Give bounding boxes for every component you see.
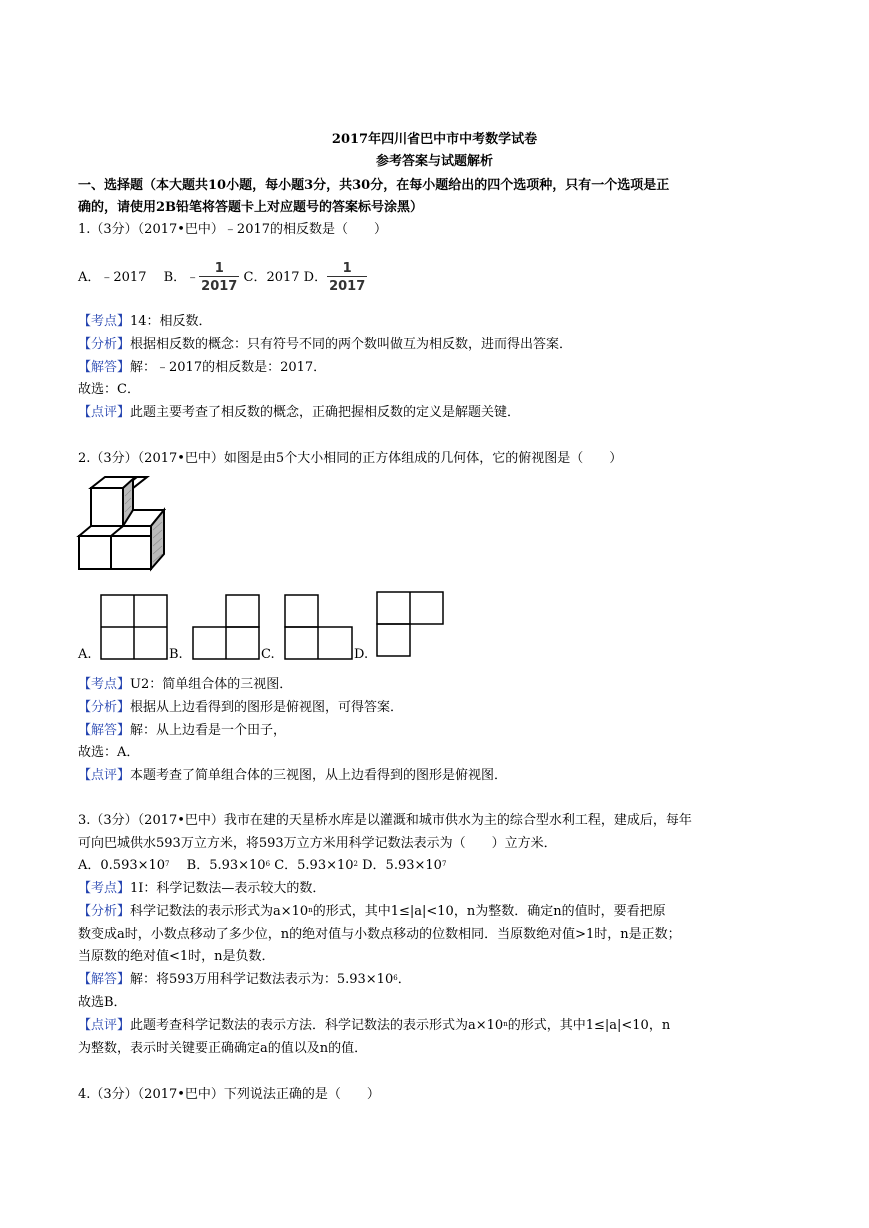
q3-options — [78, 857, 446, 875]
kaodian-tag: 【考点】 — [78, 881, 131, 896]
q2-option-a-label: A. — [78, 647, 92, 662]
q1-dianping-text: 此题主要考查了相反数的概念，正确把握相反数的定义是解题关键． — [130, 405, 521, 420]
q3-jieda-exp: 6 — [393, 974, 398, 982]
q1-jieda — [78, 359, 326, 377]
q1-stem: 1.（3分）（2017•巴中）﹣2017的相反数是（ ） — [78, 222, 388, 237]
q3-option-a-exp: 7 — [165, 860, 170, 868]
q1-kaodian — [78, 313, 212, 331]
dianping-tag: 【点评】 — [78, 1018, 131, 1033]
q2-option-d-figure — [376, 591, 444, 657]
q3-fenxi-text-a: 科学记数法的表示形式为a×10 — [130, 904, 309, 919]
q3-fenxi-line2: 数变成a时，小数点移动了多少位，n的绝对值与小数点移动的位数相同．当原数绝对值>1时，n是正数； — [78, 927, 681, 942]
q3-option-b: B．5.93×10 — [169, 858, 266, 873]
q2-dianping-text: 本题考查了简单组合体的三视图，从上边看得到的图形是俯视图． — [130, 768, 508, 783]
jieda-tag: 【解答】 — [78, 360, 131, 375]
q1-option-a-b: A．﹣2017 B．﹣ — [78, 270, 200, 285]
q2-dianping — [78, 767, 507, 785]
q3-jieda-text-b: ． — [397, 972, 411, 987]
q1-fraction-b — [199, 261, 239, 294]
q4-stem: 4.（3分）（2017•巴中）下列说法正确的是（ ） — [78, 1087, 380, 1102]
q1-fraction-d-den: 2017 — [327, 276, 367, 294]
page-title: 2017年四川省巴中市中考数学试卷 — [331, 132, 538, 147]
jieda-tag: 【解答】 — [78, 723, 131, 738]
q2-fenxi-text: 根据从上边看得到的图形是俯视图，可得答案． — [130, 700, 404, 715]
q2-fenxi — [78, 699, 403, 717]
q3-stem-line1: 3.（3分）（2017•巴中）我市在建的天星桥水库是以灌溉和城市供水为主的综合型水利工程，建成后，每年 — [78, 813, 692, 828]
q1-fraction-b-num: 1 — [214, 261, 224, 276]
q1-choice: 故选：C． — [78, 382, 140, 397]
q2-jieda-text: 解：从上边看是一个田子， — [130, 723, 287, 738]
fenxi-tag: 【分析】 — [78, 904, 131, 919]
q2-kaodian — [78, 676, 292, 694]
q2-stem: 2.（3分）（2017•巴中）如图是由5个大小相同的正方体组成的几何体，它的俯视图是（ ） — [78, 451, 623, 466]
dianping-tag: 【点评】 — [78, 768, 131, 783]
q3-fenxi-line1 — [78, 903, 666, 921]
fenxi-tag: 【分析】 — [78, 700, 131, 715]
q1-fraction-d — [327, 261, 367, 294]
q1-kaodian-text: 14：相反数． — [130, 314, 212, 329]
q3-stem-line2: 可向巴城供水593万立方米，将593万立方米用科学记数法表示为（ ）立方米． — [78, 836, 557, 851]
q3-dianping-line1 — [78, 1017, 670, 1035]
q1-options — [78, 258, 367, 298]
q3-dianping-line2: 为整数，表示时关键要正确确定a的值以及n的值． — [78, 1041, 368, 1056]
q3-choice: 故选B． — [78, 995, 127, 1010]
q2-choice: 故选：A． — [78, 745, 140, 760]
q1-fenxi — [78, 336, 572, 354]
section-heading-line2: 确的，请使用2B铅笔将答题卡上对应题号的答案标号涂黑） — [78, 200, 424, 215]
q2-option-c-figure — [284, 594, 354, 660]
q1-fraction-b-den: 2017 — [199, 276, 239, 294]
section-heading-line1: 一、选择题（本大题共10小题，每小题3分，共30分，在每小题给出的四个选项种，只有一个选项是正 — [78, 178, 670, 193]
q3-dianping-text-b: 的形式，其中1≤|a|<10，n — [507, 1018, 671, 1033]
kaodian-tag: 【考点】 — [78, 677, 131, 692]
q2-kaodian-text: U2：简单组合体的三视图． — [130, 677, 293, 692]
q3-option-a: A．0.593×10 — [78, 858, 166, 873]
fenxi-tag: 【分析】 — [78, 337, 131, 352]
q3-option-c: C．5.93×10 — [270, 858, 354, 873]
q2-option-c-label: C. — [261, 647, 275, 662]
q3-dianping-exp: n — [503, 1020, 508, 1028]
q3-kaodian-text: 1I：科学记数法—表示较大的数． — [130, 881, 326, 896]
q3-fenxi-line3: 当原数的绝对值<1时，n是负数． — [78, 949, 275, 964]
q1-option-c-d: C．2017 D． — [239, 270, 328, 285]
q1-jieda-text: 解：﹣2017的相反数是：2017． — [130, 360, 327, 375]
q1-fenxi-text: 根据相反数的概念：只有符号不同的两个数叫做互为相反数，进而得出答案． — [130, 337, 573, 352]
kaodian-tag: 【考点】 — [78, 314, 131, 329]
q3-jieda-text-a: 解：将593万用科学记数法表示为：5.93×10 — [130, 972, 394, 987]
q2-jieda — [78, 722, 286, 740]
q3-option-b-exp: 6 — [265, 860, 271, 868]
q3-dianping-text-a: 此题考查科学记数法的表示方法．科学记数法的表示形式为a×10 — [130, 1018, 504, 1033]
q3-kaodian — [78, 880, 325, 898]
q3-fenxi-exp: n — [308, 906, 313, 914]
q1-dianping — [78, 404, 520, 422]
q2-option-d-label: D. — [354, 647, 369, 662]
q2-option-b-figure — [192, 594, 260, 660]
q1-fraction-d-num: 1 — [342, 261, 352, 276]
q2-cube-figure — [76, 474, 168, 572]
q3-fenxi-text-b: 的形式，其中1≤|a|<10，n为整数．确定n的值时，要看把原 — [312, 904, 666, 919]
q2-option-b-label: B. — [169, 647, 183, 662]
dianping-tag: 【点评】 — [78, 405, 131, 420]
q3-option-c-exp: 2 — [353, 860, 358, 868]
jieda-tag: 【解答】 — [78, 972, 131, 987]
q3-option-d-exp: 7 — [441, 860, 447, 868]
q2-option-a-figure — [100, 594, 168, 660]
q3-jieda — [78, 971, 411, 989]
q3-option-d: D．5.93×10 — [358, 858, 442, 873]
page-subtitle: 参考答案与试题解析 — [375, 154, 493, 169]
